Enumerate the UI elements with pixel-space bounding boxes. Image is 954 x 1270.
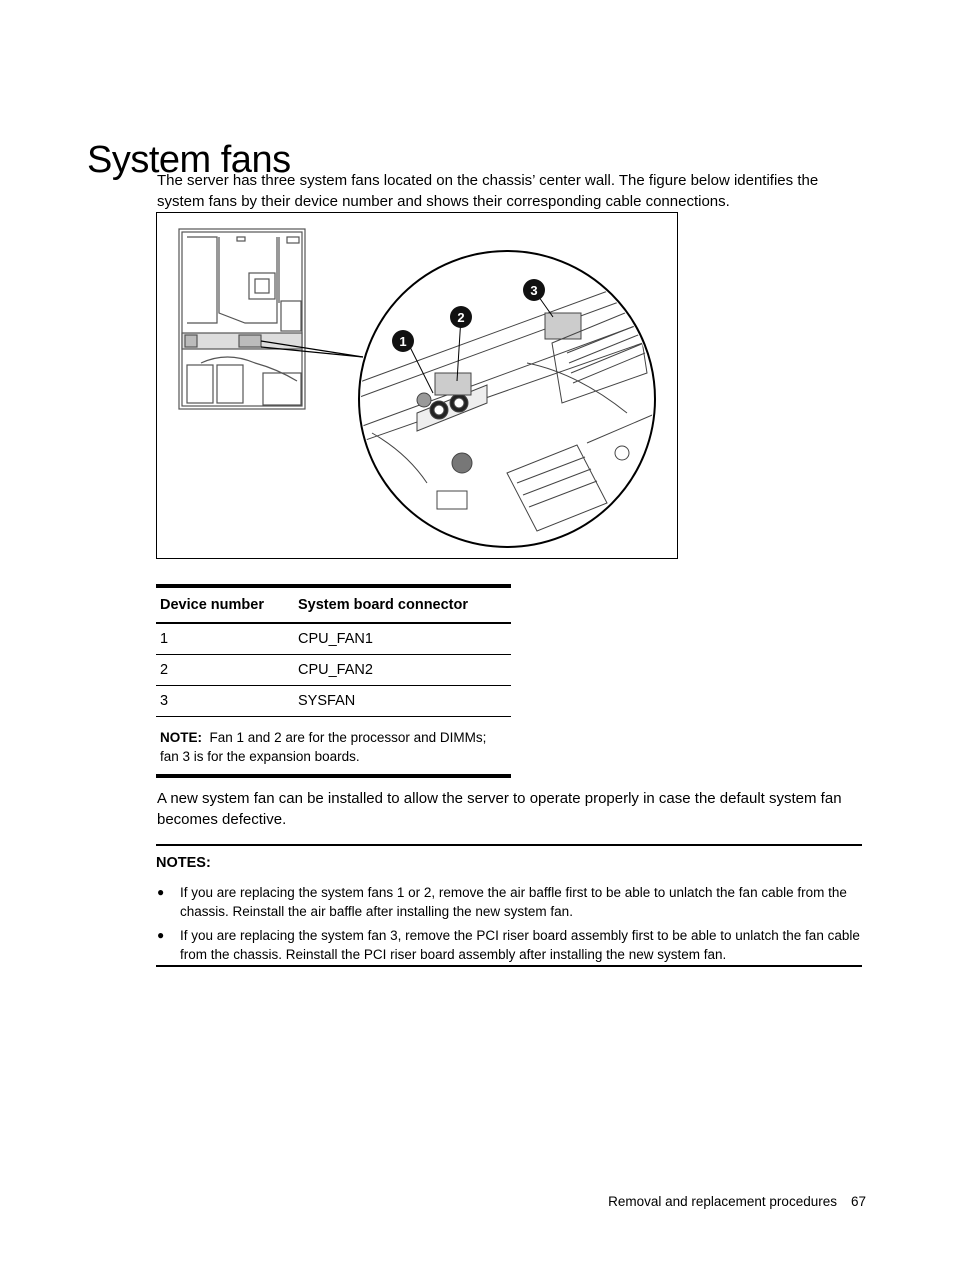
list-item: ● If you are replacing the system fan 3, remove the PCI riser board assembly first to be able to unlatch the fan cable from the chassis. Reinstall the PCI riser board assembly after installing the new system fan. [157, 928, 860, 962]
bullet-icon: ● [157, 928, 165, 942]
device-number-cell: 3 [160, 693, 169, 709]
list-item: ● If you are replacing the system fans 1 or 2, remove the air baffle first to be able to unlatch the fan cable from the chassis. Reinstall the air baffle after installing the new system fan. [157, 885, 847, 919]
table-row [156, 686, 511, 717]
note-text: Fan 1 and 2 are for the processor and DIMMs; fan 3 is for the expansion boards. [160, 730, 487, 764]
chassis-overview [179, 229, 305, 409]
table-row [156, 655, 511, 686]
leader-lines [261, 341, 363, 357]
note-label: NOTE: [160, 730, 202, 745]
device-number-cell: 2 [160, 662, 169, 678]
defective-fan-paragraph: A new system fan can be installed to allow the server to operate properly in case the default system fan becomes defective. [157, 790, 842, 828]
notes-box [156, 844, 862, 967]
system-fans-figure [156, 212, 678, 559]
intro-paragraph: The server has three system fans located on the chassis’ center wall. The figure below identifies the system fans by their device number and shows their corresponding cable connections. [157, 172, 819, 210]
connector-cell: CPU_FAN2 [298, 662, 373, 678]
fan-location-illustration [157, 213, 677, 558]
magnified-view [357, 251, 657, 547]
page-number: 67 [850, 1194, 866, 1209]
svg-text:3: 3 [530, 283, 538, 298]
page-footer [560, 1194, 866, 1209]
header-system-board-connector: System board connector [298, 597, 469, 613]
table-row [156, 624, 511, 655]
table-header-row [156, 588, 511, 624]
callout-2 [450, 306, 472, 328]
notes-list [156, 883, 862, 964]
callout-1 [392, 330, 414, 352]
notes-heading: NOTES: [156, 855, 211, 871]
connector-cell: SYSFAN [298, 693, 356, 709]
bullet-icon: ● [157, 885, 165, 899]
page-title: System fans [87, 139, 291, 182]
connector-cell: CPU_FAN1 [298, 631, 373, 647]
device-connector-table [156, 584, 511, 778]
callout-3 [523, 279, 545, 301]
device-number-cell: 1 [160, 631, 169, 647]
svg-text:2: 2 [457, 310, 465, 325]
header-device-number: Device number [160, 597, 264, 613]
svg-text:1: 1 [399, 334, 407, 349]
table-note [156, 717, 511, 774]
footer-section-title: Removal and replacement procedures [608, 1194, 837, 1209]
